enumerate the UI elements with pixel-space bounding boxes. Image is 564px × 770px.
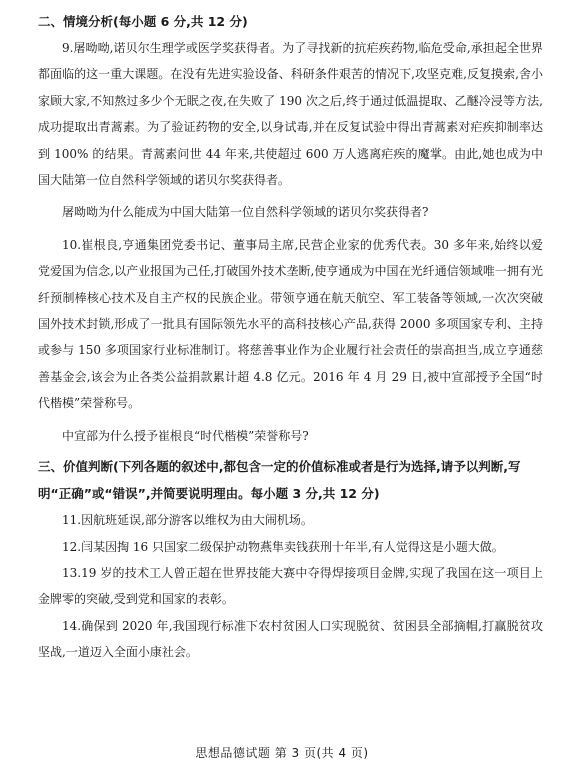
section-3-title: 三、价值判断(下列各题的叙述中,都包含一定的价值标准或者是行为选择,请予以判断,写明“正确”或“错误”,并简要说明理由。每小题 3 分,共 12 分) bbox=[38, 459, 521, 502]
section-2-title: 二、情境分析(每小题 6 分,共 12 分) bbox=[38, 14, 248, 29]
question-10-prompt: 中宣部为什么授予崔根良“时代楷模”荣誉称号? bbox=[62, 428, 309, 443]
question-13-text: 13.19 岁的技术工人曾正超在世界技能大赛中夺得焊接项目金牌,实现了我国在这一项目上金牌零的突破,受到党和国家的表彰。 bbox=[38, 565, 543, 607]
exam-page bbox=[38, 8, 543, 666]
question-14-text: 14.确保到 2020 年,我国现行标准下农村贫困人口实现脱贫、贫困县全部摘帽,打赢脱贫攻坚战,一道迈入全面小康社会。 bbox=[38, 618, 543, 660]
question-12-text: 12.闫某因掏 16 只国家二级保护动物燕隼卖钱获刑十年半,有人觉得这是小题大做。 bbox=[62, 539, 504, 554]
question-9-text: 9.屠呦呦,诺贝尔生理学或医学奖获得者。为了寻找新的抗疟疾药物,临危受命,承担起全世界都面临的这一重大课题。在没有先进实验设备、科研条件艰苦的情况下,攻坚克难,反复摸索,舍小家顾大家,不知熬过多少个无眠之夜,在失败了 190 次之后,终于通过低温提取、乙醚冷浸等方法,成功提取出青蒿素。为了验证药物的安全,以身试毒,并在反复试验中得出青蒿素对疟疾抑制率达到 100% 的结果。青蒿素问世 44 年来,共使超过 600 万人逃离疟疾的魔掌。由此,她也成为中国大陆第一位自然科学领域的诺贝尔奖获得者。 bbox=[38, 41, 543, 188]
page-footer: 思想品德试题 第 3 页(共 4 页) bbox=[195, 746, 369, 760]
question-10-text: 10.崔根良,亨通集团党委书记、董事局主席,民营企业家的优秀代表。30 多年来,始终以爱党爱国为信念,以产业报国为己任,打破国外技术垄断,使亨通成为中国在光纤通信领域唯一拥有光纤预制棒核心技术及自主产权的民族企业。带领亨通在航天航空、军工装备等领域,一次次突破国外技术封锁,形成了一批具有国际领先水平的高科技核心产品,获得 2000 多项国家专利、主持或参与 150 多项国家行业标准制订。将慈善事业作为企业履行社会责任的崇高担当,成立亨通慈善基金会,该会为止各类公益捐款累计超 4.8 亿元。2016 年 4 月 29 日,被中宣部授予全国“时代楷模”荣誉称号。 bbox=[38, 237, 543, 411]
question-11-text: 11.因航班延误,部分游客以维权为由大闹机场。 bbox=[62, 513, 313, 528]
question-9-prompt: 屠呦呦为什么能成为中国大陆第一位自然科学领域的诺贝尔奖获得者? bbox=[62, 205, 429, 220]
